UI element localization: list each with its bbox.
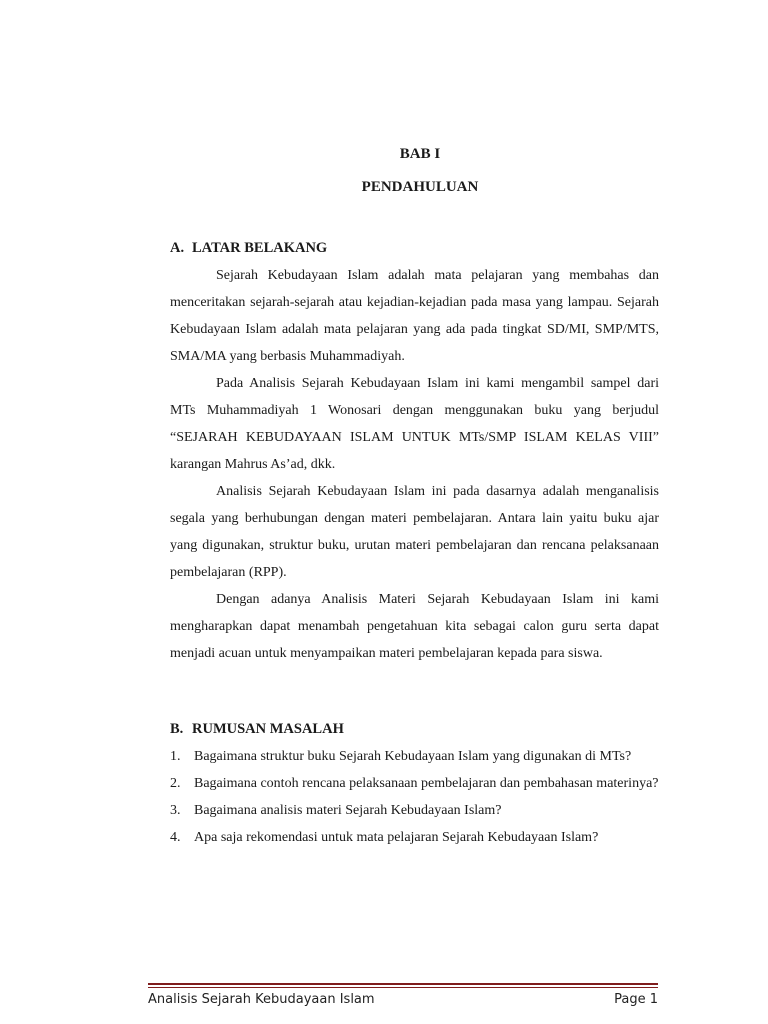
list-number: 1.: [170, 749, 181, 764]
list-text: Apa saja rekomendasi untuk mata pelajaran Sejarah Kebudayaan Islam?: [194, 830, 599, 845]
footer-rule-thick: [148, 983, 658, 985]
list-number: 3.: [170, 803, 181, 818]
research-questions-list: [170, 743, 659, 851]
list-text: Bagaimana analisis materi Sejarah Kebudayaan Islam?: [194, 803, 502, 818]
paragraph: Sejarah Kebudayaan Islam adalah mata pelajaran yang membahas dan menceritakan sejarah-sejarah atau kejadian-kejadian pada masa yang lampau. Sejarah Kebudayaan Islam adalah mata pelajaran yang ada pada tingkat SD/MI, SMP/MTS, SMA/MA yang berbasis Muhammadiyah.: [170, 268, 659, 364]
section-a-body: [170, 262, 659, 667]
list-item: [170, 824, 659, 851]
list-number: 4.: [170, 830, 181, 845]
list-item: [170, 743, 659, 770]
chapter-number: BAB I: [399, 146, 441, 162]
section-b-heading: [170, 721, 344, 738]
chapter-title: PENDAHULUAN: [361, 179, 479, 195]
paragraph: Dengan adanya Analisis Materi Sejarah Kebudayaan Islam ini kami mengharapkan dapat menambah pengetahuan kita sebagai calon guru serta dapat menjadi acuan untuk menyampaikan materi pembelajaran kepada para siswa.: [170, 592, 659, 661]
list-number: 2.: [170, 776, 181, 791]
paragraph: Analisis Sejarah Kebudayaan Islam ini pada dasarnya adalah menganalisis segala yang berhubungan dengan materi pembelajaran. Antara lain yaitu buku ajar yang digunakan, struktur buku, urutan materi pembelajaran dan rencana pelaksanaan pembelajaran (RPP).: [170, 484, 659, 580]
footer-page-number: Page 1: [614, 992, 658, 1007]
footer-document-title: Analisis Sejarah Kebudayaan Islam: [148, 992, 375, 1007]
footer-rule-thin: [148, 987, 658, 988]
section-a-letter: A.: [170, 240, 185, 256]
section-b-title: RUMUSAN MASALAH: [192, 721, 344, 737]
section-a-title: LATAR BELAKANG: [192, 240, 328, 256]
paragraph: Pada Analisis Sejarah Kebudayaan Islam ini kami mengambil sampel dari MTs Muhammadiyah 1 Wonosari dengan menggunakan buku yang berjudul “SEJARAH KEBUDAYAAN ISLAM UNTUK MTs/SMP ISLAM KELAS VIII” karangan Mahrus As’ad, dkk.: [170, 376, 659, 472]
list-item: [170, 770, 659, 797]
list-item: [170, 797, 659, 824]
list-text: Bagaimana struktur buku Sejarah Kebudayaan Islam yang digunakan di MTs?: [194, 749, 632, 764]
list-text: Bagaimana contoh rencana pelaksanaan pembelajaran dan pembahasan materinya?: [194, 776, 659, 791]
section-a-heading: [170, 240, 327, 257]
section-b-letter: B.: [170, 721, 184, 737]
